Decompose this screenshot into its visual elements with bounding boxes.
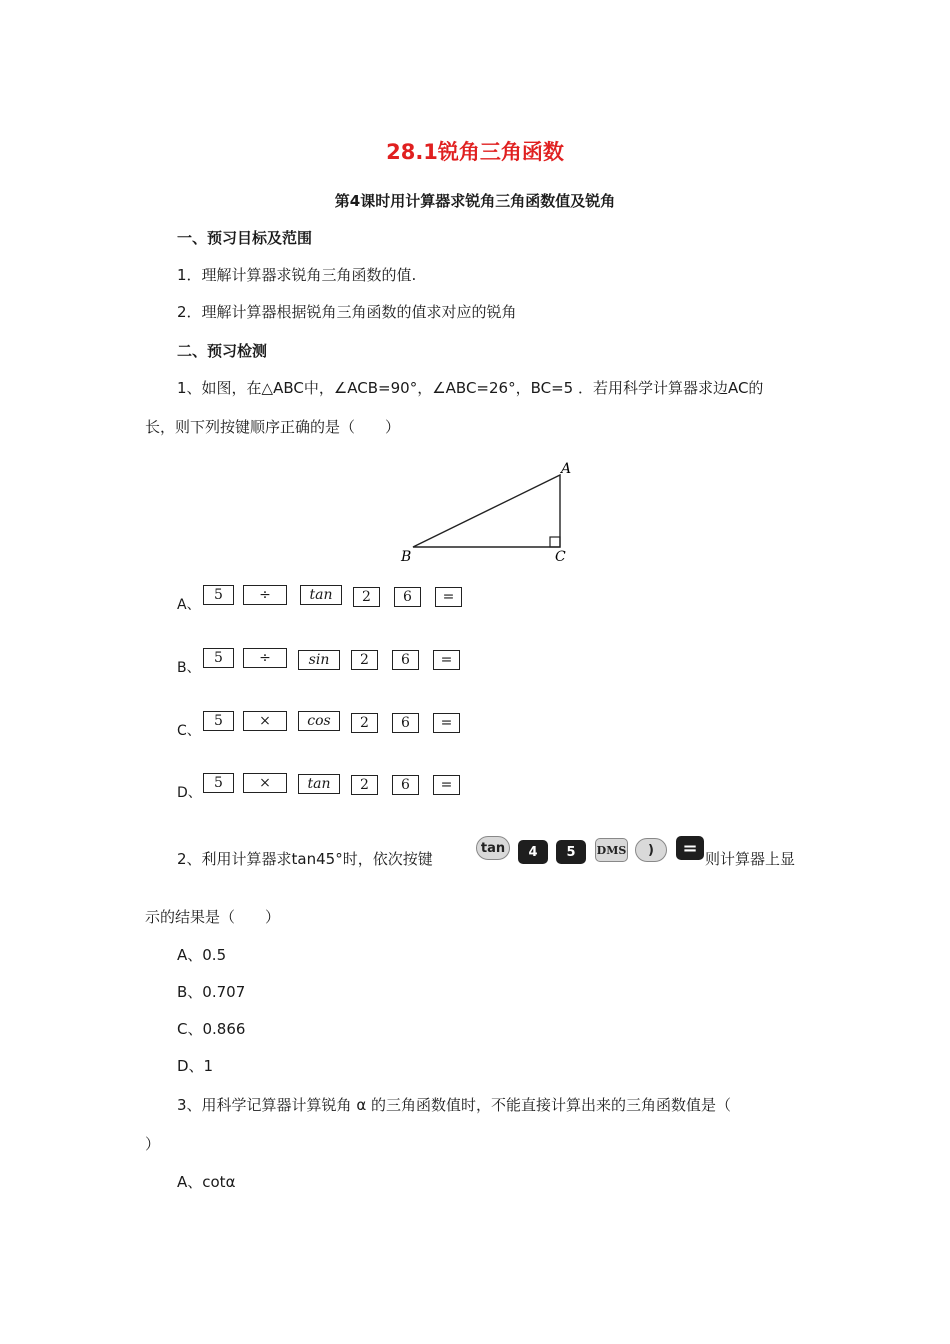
- q1-option-b-label: B、: [177, 660, 201, 676]
- key-multiply: ×: [243, 711, 287, 731]
- key-equals: =: [433, 713, 460, 733]
- key-divide: ÷: [243, 585, 287, 605]
- q1-line1: 1、如图，在△ABC中，∠ACB=90°，∠ABC=26°，BC=5 ．若用科学计算器求边AC的: [177, 379, 764, 397]
- q2-option-b: B、0.707: [177, 983, 246, 1001]
- q1-line2: 长，则下列按键顺序正确的是（ ）: [145, 418, 401, 436]
- q2-option-c: C、0.866: [177, 1020, 246, 1038]
- section1-heading: 一、预习目标及范围: [177, 229, 313, 247]
- triangle-figure: [395, 455, 585, 565]
- q3-line1: 3、用科学记算器计算锐角 α 的三角函数值时，不能直接计算出来的三角函数值是（: [177, 1096, 731, 1114]
- key-5: 5: [203, 773, 234, 793]
- key-tan: tan: [300, 585, 342, 605]
- vertex-a-label: A: [561, 461, 572, 477]
- q2-option-a: A、0.5: [177, 946, 227, 964]
- calc-key-4: 4: [518, 840, 548, 864]
- key-2: 2: [353, 587, 380, 607]
- key-2: 2: [351, 650, 378, 670]
- key-divide: ÷: [243, 648, 287, 668]
- key-5: 5: [203, 711, 234, 731]
- page-title: 28.1锐角三角函数: [386, 140, 564, 164]
- key-sin: sin: [298, 650, 340, 670]
- goal-item-1: 1．理解计算器求锐角三角函数的值.: [177, 266, 417, 284]
- goal-item-2: 2．理解计算器根据锐角三角函数的值求对应的锐角: [177, 303, 517, 321]
- calc-key-dms: DMS: [595, 838, 628, 862]
- key-2: 2: [351, 713, 378, 733]
- key-5: 5: [203, 585, 234, 605]
- q1-option-a-label: A、: [177, 597, 201, 613]
- q2-line2: 示的结果是（ ）: [145, 908, 281, 926]
- key-6: 6: [392, 775, 419, 795]
- q2-line1-before: 2、利用计算器求tan45°时，依次按键: [177, 850, 433, 868]
- q2-line1-after: 则计算器上显: [705, 850, 796, 868]
- key-2: 2: [351, 775, 378, 795]
- key-equals: =: [435, 587, 462, 607]
- key-5: 5: [203, 648, 234, 668]
- calc-key-tan: tan: [476, 836, 510, 860]
- key-6: 6: [392, 650, 419, 670]
- q1-option-c-label: C、: [177, 723, 201, 739]
- key-equals: =: [433, 650, 460, 670]
- key-6: 6: [392, 713, 419, 733]
- key-cos: cos: [298, 711, 340, 731]
- calc-key-close-paren: ): [635, 838, 667, 862]
- key-equals: =: [433, 775, 460, 795]
- q1-option-d-label: D、: [177, 785, 202, 801]
- q2-option-d: D、1: [177, 1057, 214, 1075]
- key-multiply: ×: [243, 773, 287, 793]
- q3-option-a: A、cotα: [177, 1173, 236, 1191]
- calc-key-equals: =: [676, 836, 704, 860]
- vertex-c-label: C: [555, 549, 566, 565]
- key-tan: tan: [298, 774, 340, 794]
- calc-key-5: 5: [556, 840, 586, 864]
- lesson-subtitle: 第4课时用计算器求锐角三角函数值及锐角: [334, 192, 616, 210]
- q3-line2: ）: [145, 1135, 161, 1153]
- vertex-b-label: B: [401, 549, 412, 565]
- section2-heading: 二、预习检测: [177, 342, 268, 360]
- key-6: 6: [394, 587, 421, 607]
